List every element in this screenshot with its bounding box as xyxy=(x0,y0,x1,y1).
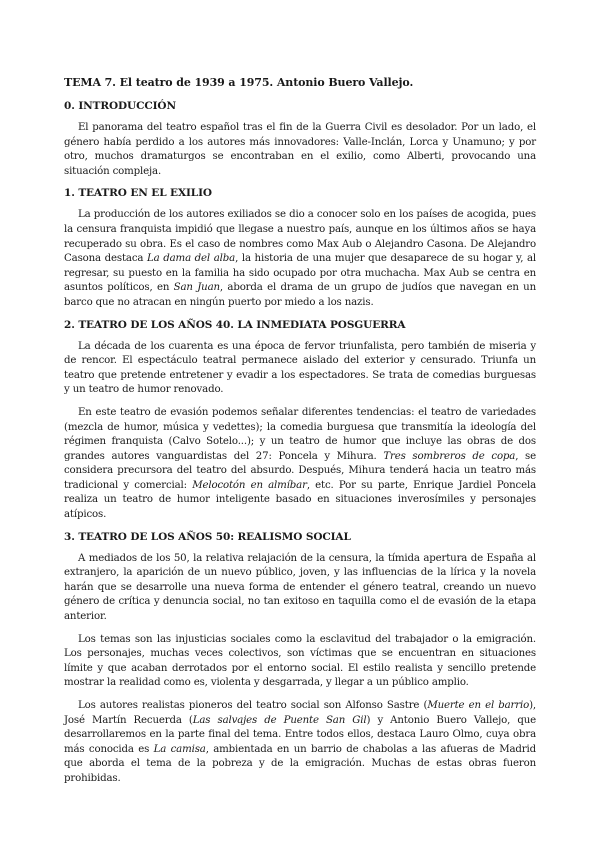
title-muerte-en-el-barrio: Muerte en el barrio xyxy=(427,700,530,711)
title-la-dama-del-alba: La dama del alba xyxy=(147,253,236,265)
title-san-juan: San Juan xyxy=(173,282,220,294)
paragraph-anos-40-2: En este teatro de evasión podemos señalar diferentes tendencias: el teatro de variedades (mezcla de humor, música y vedettes); la comedia burguesa que transmitía la ideología del régimen franquista (Calvo Sotelo...); y un teatro de humor que incluye las obras de dos grandes autores vanguardistas del 27: Poncela y Mihura. Tres sombreros de copa, se considera precursora del teatro del absurdo. Después, Mihura tenderá hacia un teatro más tradicional y comercial: Melocotón en almíbar, etc. Por su parte, Enrique Jardiel Poncela realiza un teatro de humor inteligente basado en situaciones inverosímiles y personajes atípicos. xyxy=(64,406,537,521)
paragraph-anos-40-1: La década de los cuarenta es una época de fervor triunfalista, pero también de miseria y de rencor. El espectáculo teatral permanece aislado del exterior y censurado. Triunfa un teatro que pretende entretener y evadir a los espectadores. Se trata de comedias burguesas y un teatro de humor renovado. xyxy=(64,340,536,396)
section-heading-anos-40: 2. TEATRO DE LOS AÑOS 40. LA INMEDIATA POSGUERRA xyxy=(64,318,406,331)
title-las-salvajes: Las salvajes de Puente San Gil xyxy=(192,714,367,726)
title-tres-sombreros: Tres sombreros de copa xyxy=(383,450,516,462)
title-la-camisa: La camisa xyxy=(153,743,206,755)
title-melocoton: Melocotón en almíbar xyxy=(192,479,307,491)
section-heading-exilio: 1. TEATRO EN EL EXILIO xyxy=(64,187,212,200)
paragraph-anos-50-2: Los temas son las injusticias sociales como la esclavitud del trabajador o la emigración. Los personajes, muchas veces colectivos, son víctimas que se encuentran en situaciones límite y que acaban derrotados por el entorno social. El estilo realista y sencillo pretende mostrar la realidad como es, violenta y desgarrada, y llegar a un público amplio. xyxy=(64,633,536,689)
paragraph-anos-50-1: A mediados de los 50, la relativa relajación de la censura, la tímida apertura de España al extranjero, la aparición de un nuevo público, joven, y las influencias de la lírica y la novela harán que se desarrolle una nueva forma de entender el género teatral, creando un nuevo género de crítica y denuncia social, no tan exitoso en taquilla como el de evasión de la etapa anterior. xyxy=(64,552,536,623)
paragraph-introduccion: El panorama del teatro español tras el fin de la Guerra Civil es desolador. Por un lado, el género había perdido a los autores más innovadores: Valle-Inclán, Lorca y Unamuno; y por otro, muchos dramaturgos se encontraban en el exilio, como Alberti, provocando una situación compleja. xyxy=(64,122,536,177)
document-title: TEMA 7. El teatro de 1939 a 1975. Antonio Buero Vallejo. xyxy=(64,76,414,89)
paragraph-exilio: La producción de los autores exiliados se dio a conocer solo en los países de acogida, pues la censura franquista impidió que llegase a nuestro país, aunque en los últimos años se haya recuperado su obra. Es el caso de nombres como Max Aub o Alejandro Casona. De Alejandro Casona destaca La dama del alba, la historia de una mujer que desaparece de su hogar y, al regresar, su puesto en la familia ha sido ocupado por otra muchacha. Max Aub se centra en asuntos políticos, en San Juan, aborda el drama de un grupo de judíos que navegan en un barco que no atracan en ningún puerto por miedo a los nazis. xyxy=(64,209,537,308)
section-heading-introduccion: 0. INTRODUCCIÓN xyxy=(64,100,176,112)
paragraph-anos-50-3: Los autores realistas pioneros del teatro social son Alfonso Sastre (Muerte en el barrio), José Martín Recuerda (Las salvajes de Puente San Gil) y Antonio Buero Vallejo, que desarrollaremos en la parte final del tema. Entre todos ellos, destaca Lauro Olmo, cuya obra más conocida es La camisa, ambientada en un barrio de chabolas a las afueras de Madrid que aborda el tema de la pobreza y de la emigración. Muchas de estas obras fueron prohibidas. xyxy=(64,700,536,784)
section-heading-anos-50: 3. TEATRO DE LOS AÑOS 50: REALISMO SOCIAL xyxy=(64,530,351,543)
